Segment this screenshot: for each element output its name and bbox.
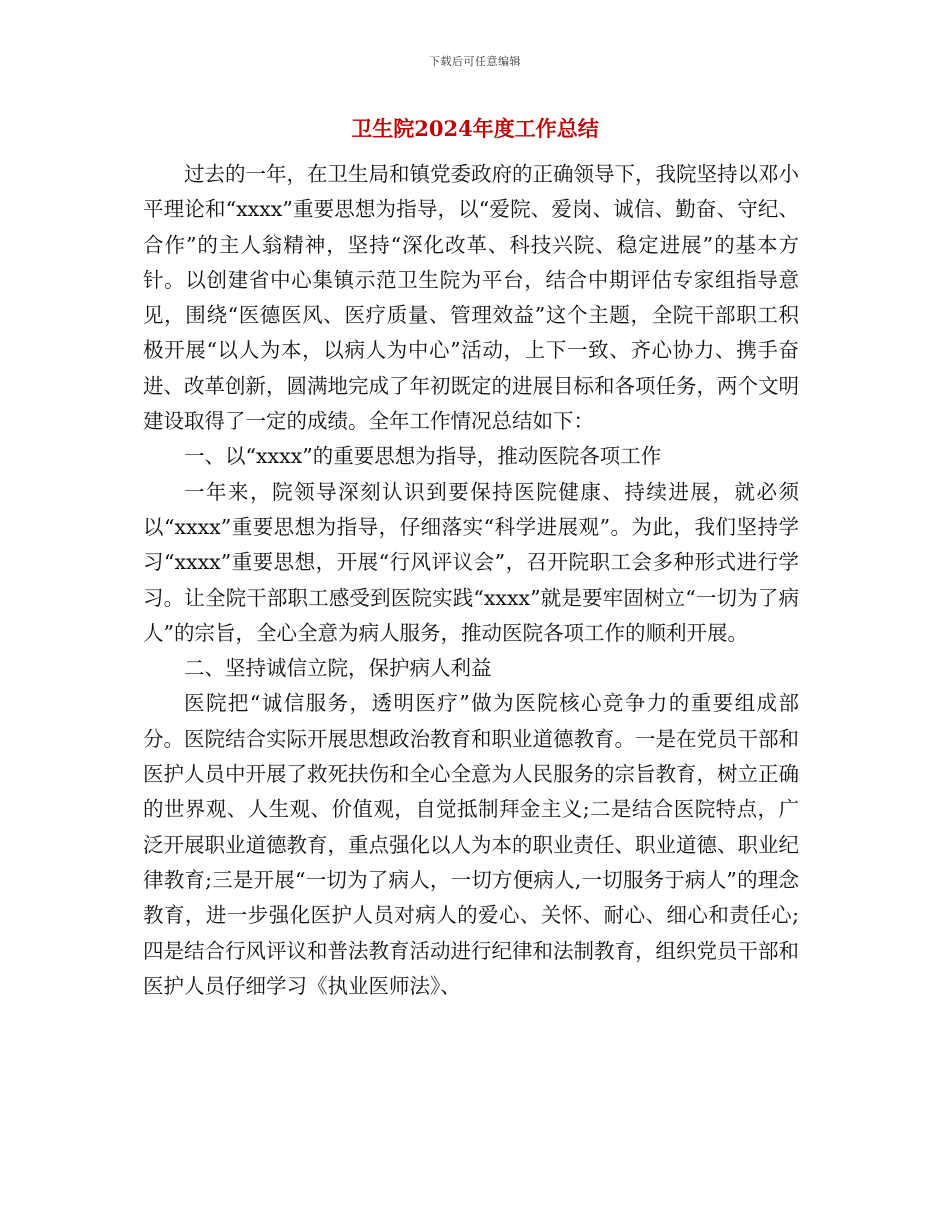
page-header: 下载后可任意编辑 xyxy=(429,55,521,68)
document-title: 卫生院2024年度工作总结 xyxy=(351,116,599,141)
paragraph-section-1: 一年来，院领导深刻认识到要保持医院健康、持续进展，就必须以“xxxx”重要思想为指导，仔细落实“科学进展观”。为此，我们坚持学习“xxxx”重要思想，开展“行风评议会”，召开院职工会多种形式进行学习。让全院干部职工感受到医院实践“xxxx”就是要牢固树立“一切为了病人”的宗旨，全心全意为病人服务，推动医院各项工作的顺利开展。 xyxy=(143,479,799,645)
paragraph-section-2: 医院把“诚信服务，透明医疗”做为医院核心竞争力的重要组成部分。医院结合实际开展思想政治教育和职业道德教育。一是在党员干部和医护人员中开展了救死扶伤和全心全意为人民服务的宗旨教育，树立正确的世界观、人生观、价值观，自觉抵制拜金主义;二是结合医院特点，广泛开展职业道德教育，重点强化以人为本的职业责任、职业道德、职业纪律教育;三是开展“一切为了病人，一切方便病人,一切服务于病人”的理念教育，进一步强化医护人员对病人的爱心、关怀、耐心、细心和责任心;四是结合行风评议和普法教育活动进行纪律和法制教育，组织党员干部和医护人员仔细学习《执业医师法》、 xyxy=(143,691,799,998)
paragraph-intro: 过去的一年，在卫生局和镇党委政府的正确领导下，我院坚持以邓小平理论和“xxxx”重要思想为指导，以“爱院、爱岗、诚信、勤奋、守纪、合作”的主人翁精神，坚持“深化改革、科技兴院、稳定进展”的基本方针。以创建省中心集镇示范卫生院为平台，结合中期评估专家组指导意见，围绕“医德医风、医疗质量、管理效益”这个主题，全院干部职工积极开展“以人为本，以病人为中心”活动，上下一致、齐心协力、携手奋进、改革创新，圆满地完成了年初既定的进展目标和各项任务，两个文明建设取得了一定的成绩。全年工作情况总结如下： xyxy=(143,162,799,434)
section-heading-2: 二、坚持诚信立院，保护病人利益 xyxy=(184,656,492,681)
document-body xyxy=(143,157,799,1004)
section-heading-1: 一、以“xxxx”的重要思想为指导，推动医院各项工作 xyxy=(184,444,662,469)
